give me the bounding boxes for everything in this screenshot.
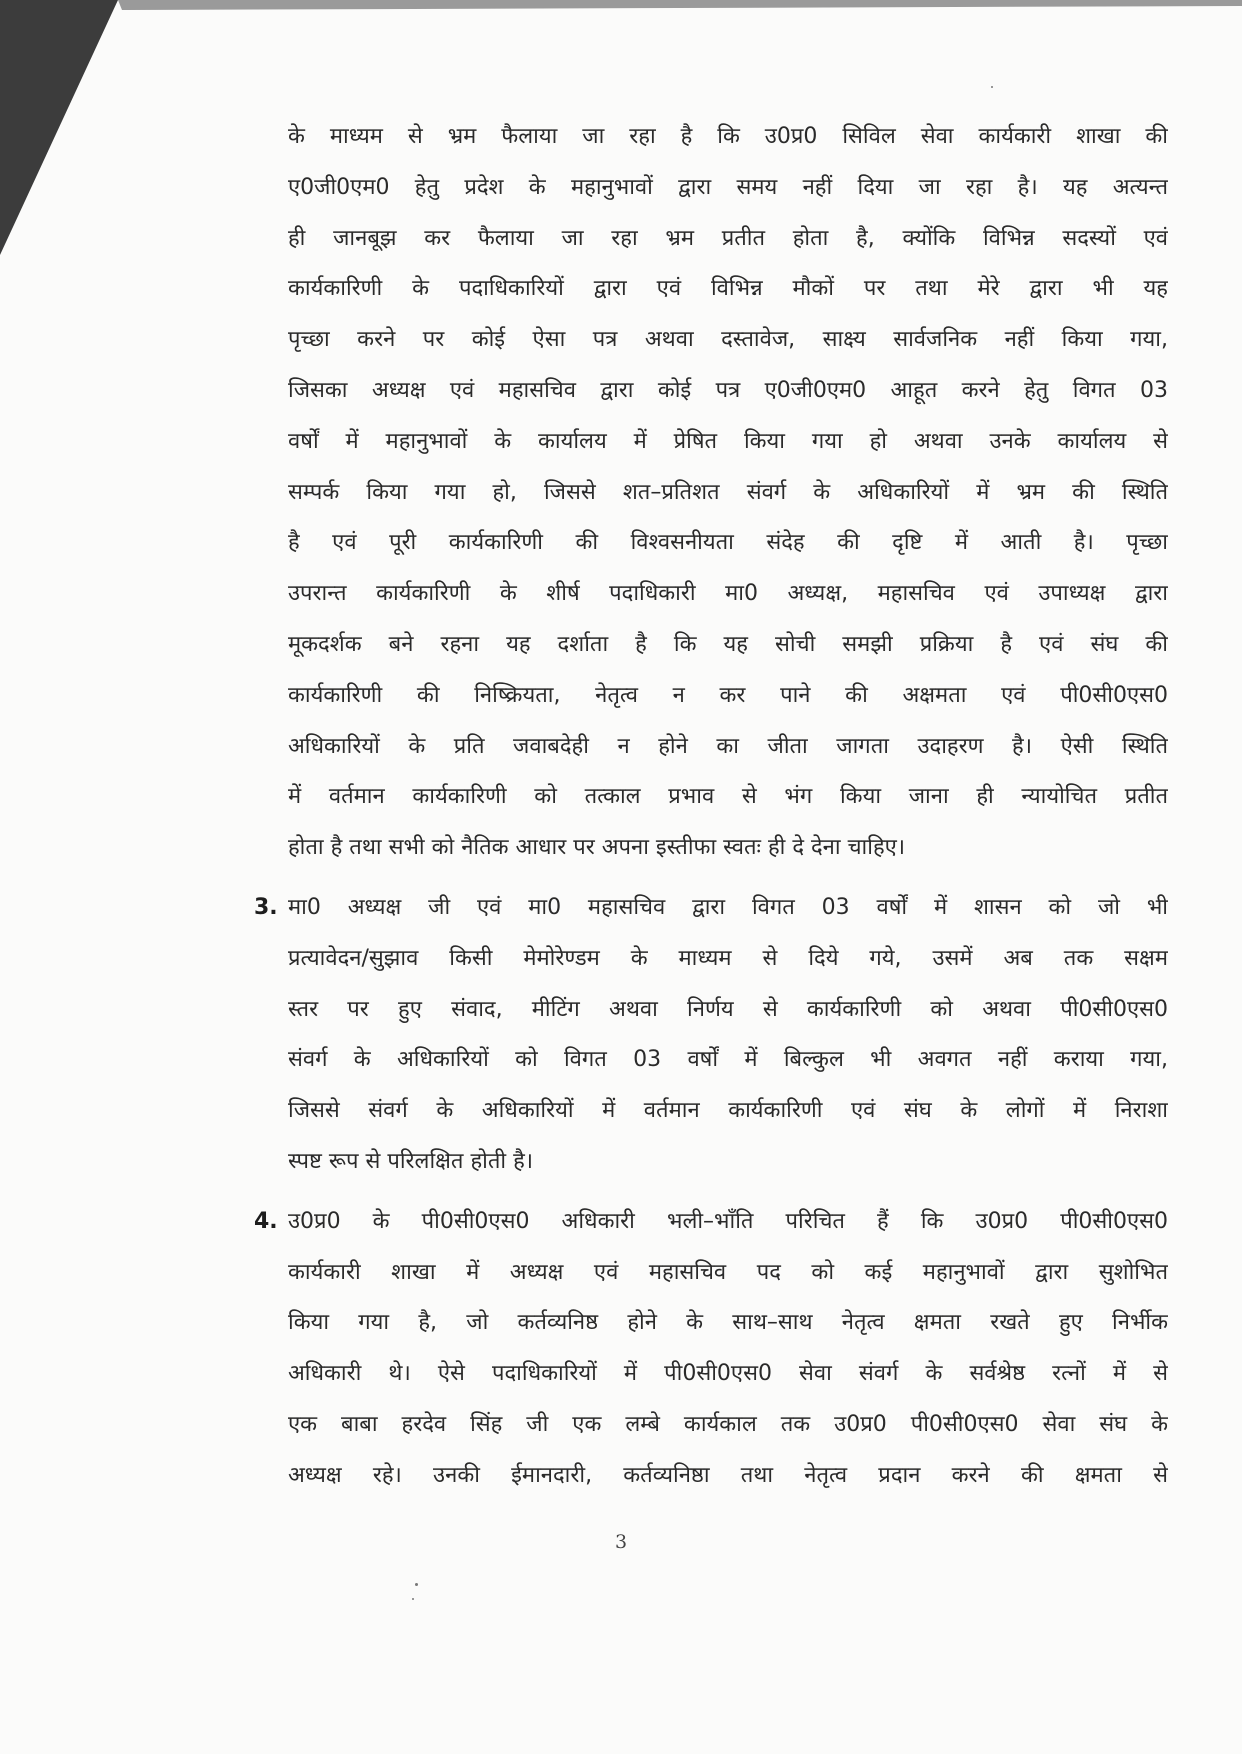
numbered-item-4 xyxy=(254,1197,1168,1502)
text-line: जिससे संवर्ग के अधिकारियों में वर्तमान कार्यकारिणी एवं संघ के लोगों में निराशा xyxy=(288,1098,1168,1124)
text-line: सम्पर्क किया गया हो, जिससे शत–प्रतिशत संवर्ग के अधिकारियों में भ्रम की स्थिति xyxy=(288,479,1168,505)
text-line: अधिकारियों के प्रति जवाबदेही न होने का जीता जागता उदाहरण है। ऐसी स्थिति xyxy=(288,733,1168,759)
text-line: में वर्तमान कार्यकारिणी को तत्काल प्रभाव से भंग किया जाना ही न्यायोचित प्रतीत xyxy=(288,784,1168,810)
document-body xyxy=(254,112,1168,1502)
text-line: अधिकारी थे। ऐसे पदाधिकारियों में पी0सी0एस0 सेवा संवर्ग के सर्वश्रेष्ठ रत्नों में से xyxy=(288,1361,1168,1387)
scan-speck xyxy=(991,86,993,88)
text-line: एक बाबा हरदेव सिंह जी एक लम्बे कार्यकाल तक उ0प्र0 पी0सी0एस0 सेवा संघ के xyxy=(288,1411,1168,1437)
text-line: पृच्छा करने पर कोई ऐसा पत्र अथवा दस्तावेज, साक्ष्य सार्वजनिक नहीं किया गया, xyxy=(288,327,1168,353)
text-line: संवर्ग के अधिकारियों को विगत 03 वर्षों में बिल्कुल भी अवगत नहीं कराया गया, xyxy=(288,1047,1168,1073)
text-line: स्पष्ट रूप से परिलक्षित होती है। xyxy=(288,1148,534,1174)
text-line: कार्यकारिणी के पदाधिकारियों द्वारा एवं विभिन्न मौकों पर तथा मेरे द्वारा भी यह xyxy=(288,276,1168,302)
text-line: मूकदर्शक बने रहना यह दर्शाता है कि यह सोची समझी प्रक्रिया है एवं संघ की xyxy=(288,631,1168,657)
text-line: कार्यकारी शाखा में अध्यक्ष एवं महासचिव पद को कई महानुभावों द्वारा सुशोभित xyxy=(288,1259,1168,1285)
text-line: होता है तथा सभी को नैतिक आधार पर अपना इस्तीफा स्वतः ही दे देना चाहिए। xyxy=(288,835,906,861)
text-line: उ0प्र0 के पी0सी0एस0 अधिकारी भली–भाँति परिचित हैं कि उ0प्र0 पी0सी0एस0 xyxy=(288,1208,1168,1234)
text-line: वर्षों में महानुभावों के कार्यालय में प्रेषित किया गया हो अथवा उनके कार्यालय से xyxy=(288,428,1168,454)
page-number: 3 xyxy=(614,1531,628,1553)
text-line: के माध्यम से भ्रम फैलाया जा रहा है कि उ0प्र0 सिविल सेवा कार्यकारी शाखा की xyxy=(288,124,1168,149)
text-line: स्तर पर हुए संवाद, मीटिंग अथवा निर्णय से कार्यकारिणी को अथवा पी0सी0एस0 xyxy=(288,996,1168,1022)
numbered-item-3 xyxy=(254,883,1168,1188)
text-line: कार्यकारिणी की निष्क्रियता, नेतृत्व न कर पाने की अक्षमता एवं पी0सी0एस0 xyxy=(288,682,1168,708)
text-line: अध्यक्ष रहे। उनकी ईमानदारी, कर्तव्यनिष्ठा तथा नेतृत्व प्रदान करने की क्षमता से xyxy=(288,1462,1168,1488)
item-number: 3. xyxy=(254,894,278,920)
text-line: ही जानबूझ कर फैलाया जा रहा भ्रम प्रतीत होता है, क्योंकि विभिन्न सदस्यों एवं xyxy=(288,225,1168,251)
scan-speck xyxy=(412,1598,414,1600)
text-line: किया गया है, जो कर्तव्यनिष्ठ होने के साथ–साथ नेतृत्व क्षमता रखते हुए निर्भीक xyxy=(288,1310,1168,1336)
paragraph-continuation xyxy=(288,112,1168,874)
text-line: ए0जी0एम0 हेतु प्रदेश के महानुभावों द्वारा समय नहीं दिया जा रहा है। यह अत्यन्त xyxy=(288,174,1168,200)
item-number: 4. xyxy=(254,1208,278,1234)
scan-speck xyxy=(415,1583,418,1586)
text-line: मा0 अध्यक्ष जी एवं मा0 महासचिव द्वारा विगत 03 वर्षों में शासन को जो भी xyxy=(288,894,1168,920)
text-line: प्रत्यावेदन/सुझाव किसी मेमोरेण्डम के माध्यम से दिये गये, उसमें अब तक सक्षम xyxy=(288,945,1168,971)
text-line: उपरान्त कार्यकारिणी के शीर्ष पदाधिकारी मा0 अध्यक्ष, महासचिव एवं उपाध्यक्ष द्वारा xyxy=(288,581,1168,607)
text-line: है एवं पूरी कार्यकारिणी की विश्वसनीयता संदेह की दृष्टि में आती है। पृच्छा xyxy=(288,530,1168,556)
text-line: जिसका अध्यक्ष एवं महासचिव द्वारा कोई पत्र ए0जी0एम0 आहूत करने हेतु विगत 03 xyxy=(288,377,1168,403)
